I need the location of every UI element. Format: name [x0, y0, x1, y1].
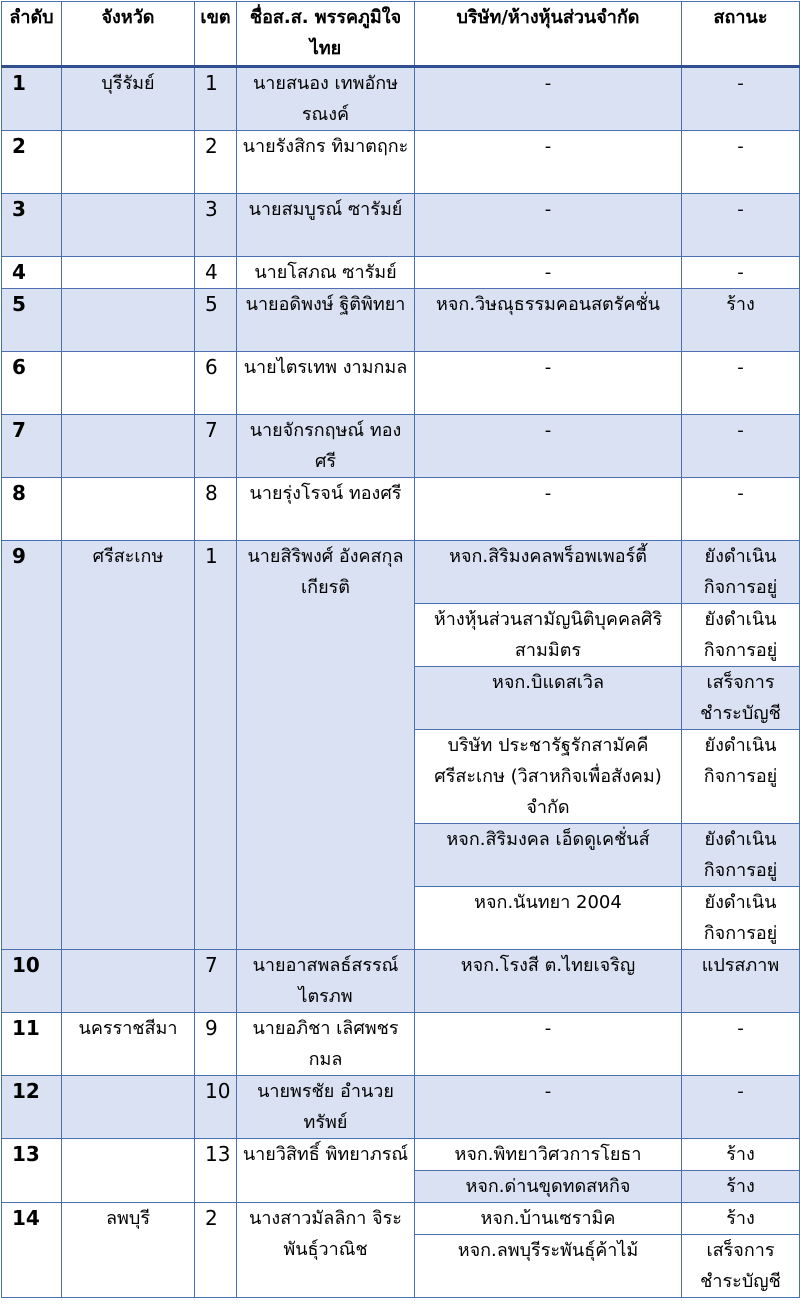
table-row	[2, 1013, 800, 1076]
table-row	[2, 1076, 800, 1139]
row-status: เสร็จการชำระบัญชี	[682, 1235, 800, 1298]
row-province	[62, 352, 195, 415]
row-company: ห้างหุ้นส่วนสามัญนิติบุคคลศิริสามมิตร	[415, 604, 682, 667]
row-company: หจก.โรงสี ต.ไทยเจริญ	[415, 950, 682, 1013]
header-status: สถานะ	[682, 2, 800, 67]
row-district: 5	[195, 289, 237, 352]
row-status: -	[682, 1076, 800, 1139]
row-company: -	[415, 257, 682, 289]
row-district: 7	[195, 415, 237, 478]
table-row	[2, 257, 800, 289]
row-province	[62, 1139, 195, 1203]
header-mp-name: ชื่อส.ส. พรรคภูมิใจไทย	[237, 2, 415, 67]
row-no: 11	[2, 1013, 62, 1076]
row-district: 13	[195, 1139, 237, 1203]
row-province: ศรีสะเกษ	[62, 541, 195, 950]
table-row	[2, 131, 800, 194]
row-status: ร้าง	[682, 1171, 800, 1203]
row-no: 14	[2, 1203, 62, 1298]
row-status: -	[682, 131, 800, 194]
table-row	[2, 541, 800, 604]
row-province: ลพบุรี	[62, 1203, 195, 1298]
row-status: ยังดำเนินกิจการอยู่	[682, 730, 800, 824]
row-district: 7	[195, 950, 237, 1013]
row-status: ร้าง	[682, 1203, 800, 1235]
row-mp-name: นางสาวมัลลิกา จิระพันธุ์วาณิช	[237, 1203, 415, 1298]
row-mp-name: นายจักรกฤษณ์ ทองศรี	[237, 415, 415, 478]
row-mp-name: นายอาสพลธ์สรรณ์ไตรภพ	[237, 950, 415, 1013]
row-status: ยังดำเนินกิจการอยู่	[682, 541, 800, 604]
table-row	[2, 950, 800, 1013]
row-status: -	[682, 478, 800, 541]
row-district: 9	[195, 1013, 237, 1076]
table-row	[2, 1203, 800, 1235]
row-status: ร้าง	[682, 289, 800, 352]
row-province: นครราชสีมา	[62, 1013, 195, 1076]
row-company: หจก.ด่านขุดทดสหกิจ	[415, 1171, 682, 1203]
row-no: 5	[2, 289, 62, 352]
row-province	[62, 257, 195, 289]
row-mp-name: นายสมบูรณ์ ซารัมย์	[237, 194, 415, 257]
row-company: -	[415, 131, 682, 194]
row-company: -	[415, 352, 682, 415]
row-status: เสร็จการชำระบัญชี	[682, 667, 800, 730]
row-company: -	[415, 194, 682, 257]
row-no: 12	[2, 1076, 62, 1139]
row-no: 10	[2, 950, 62, 1013]
header-province: จังหวัด	[62, 2, 195, 67]
row-no: 6	[2, 352, 62, 415]
row-company: หจก.สิริมงคลพร็อพเพอร์ตี้	[415, 541, 682, 604]
row-mp-name: นายวิสิทธิ์ พิทยาภรณ์	[237, 1139, 415, 1203]
table-row	[2, 1139, 800, 1171]
table-row	[2, 478, 800, 541]
row-company: หจก.พิทยาวิศวการโยธา	[415, 1139, 682, 1171]
row-province	[62, 950, 195, 1013]
row-status: ยังดำเนินกิจการอยู่	[682, 887, 800, 950]
row-no: 2	[2, 131, 62, 194]
row-district: 8	[195, 478, 237, 541]
mp-company-table	[1, 1, 800, 1298]
row-no: 4	[2, 257, 62, 289]
table-row	[2, 67, 800, 131]
row-no: 8	[2, 478, 62, 541]
row-province	[62, 1076, 195, 1139]
row-company: บริษัท ประชารัฐรักสามัคคีศรีสะเกษ (วิสาหกิจเพื่อสังคม) จำกัด	[415, 730, 682, 824]
row-mp-name: นายไตรเทพ งามกมล	[237, 352, 415, 415]
row-district: 1	[195, 541, 237, 950]
row-status: -	[682, 352, 800, 415]
row-district: 1	[195, 67, 237, 131]
header-no: ลำดับ	[2, 2, 62, 67]
row-status: แปรสภาพ	[682, 950, 800, 1013]
row-mp-name: นายพรชัย อำนวยทรัพย์	[237, 1076, 415, 1139]
row-province	[62, 478, 195, 541]
row-company: หจก.ลพบุรีระพันธุ์ค้าไม้	[415, 1235, 682, 1298]
row-no: 1	[2, 67, 62, 131]
row-district: 2	[195, 131, 237, 194]
row-mp-name: นายสนอง เทพอักษรณงค์	[237, 67, 415, 131]
row-company: หจก.บ้านเซรามิค	[415, 1203, 682, 1235]
row-company: หจก.นันทยา 2004	[415, 887, 682, 950]
row-mp-name: นายรังสิกร ทิมาตฤกะ	[237, 131, 415, 194]
row-company: หจก.สิริมงคล เอ็ดดูเคชั่นส์	[415, 824, 682, 887]
row-no: 3	[2, 194, 62, 257]
row-province	[62, 289, 195, 352]
row-mp-name: นายรุ่งโรจน์ ทองศรี	[237, 478, 415, 541]
row-company: หจก.บิแดสเวิล	[415, 667, 682, 730]
row-mp-name: นายสิริพงศ์ อังคสกุลเกียรติ	[237, 541, 415, 950]
row-company: -	[415, 1076, 682, 1139]
header-district: เขต	[195, 2, 237, 67]
row-province	[62, 131, 195, 194]
row-status: ยังดำเนินกิจการอยู่	[682, 824, 800, 887]
row-mp-name: นายอดิพงษ์ ฐิติพิทยา	[237, 289, 415, 352]
row-province: บุรีรัมย์	[62, 67, 195, 131]
row-company: -	[415, 415, 682, 478]
header-company: บริษัท/ห้างหุ้นส่วนจำกัด	[415, 2, 682, 67]
table-header-row	[2, 2, 800, 67]
table-row	[2, 415, 800, 478]
row-company: -	[415, 478, 682, 541]
row-company: หจก.วิษณุธรรมคอนสตรัคชั่น	[415, 289, 682, 352]
row-no: 7	[2, 415, 62, 478]
row-status: -	[682, 194, 800, 257]
row-no: 9	[2, 541, 62, 950]
row-district: 10	[195, 1076, 237, 1139]
row-district: 6	[195, 352, 237, 415]
table-row	[2, 352, 800, 415]
row-status: -	[682, 257, 800, 289]
row-district: 4	[195, 257, 237, 289]
row-status: ยังดำเนินกิจการอยู่	[682, 604, 800, 667]
row-mp-name: นายอภิชา เลิศพชรกมล	[237, 1013, 415, 1076]
row-no: 13	[2, 1139, 62, 1203]
table-row	[2, 289, 800, 352]
row-province	[62, 415, 195, 478]
row-company: -	[415, 1013, 682, 1076]
row-company: -	[415, 67, 682, 131]
row-province	[62, 194, 195, 257]
row-mp-name: นายโสภณ ซารัมย์	[237, 257, 415, 289]
row-district: 2	[195, 1203, 237, 1298]
row-district: 3	[195, 194, 237, 257]
row-status: -	[682, 67, 800, 131]
row-status: -	[682, 415, 800, 478]
table-row	[2, 194, 800, 257]
row-status: ร้าง	[682, 1139, 800, 1171]
row-status: -	[682, 1013, 800, 1076]
